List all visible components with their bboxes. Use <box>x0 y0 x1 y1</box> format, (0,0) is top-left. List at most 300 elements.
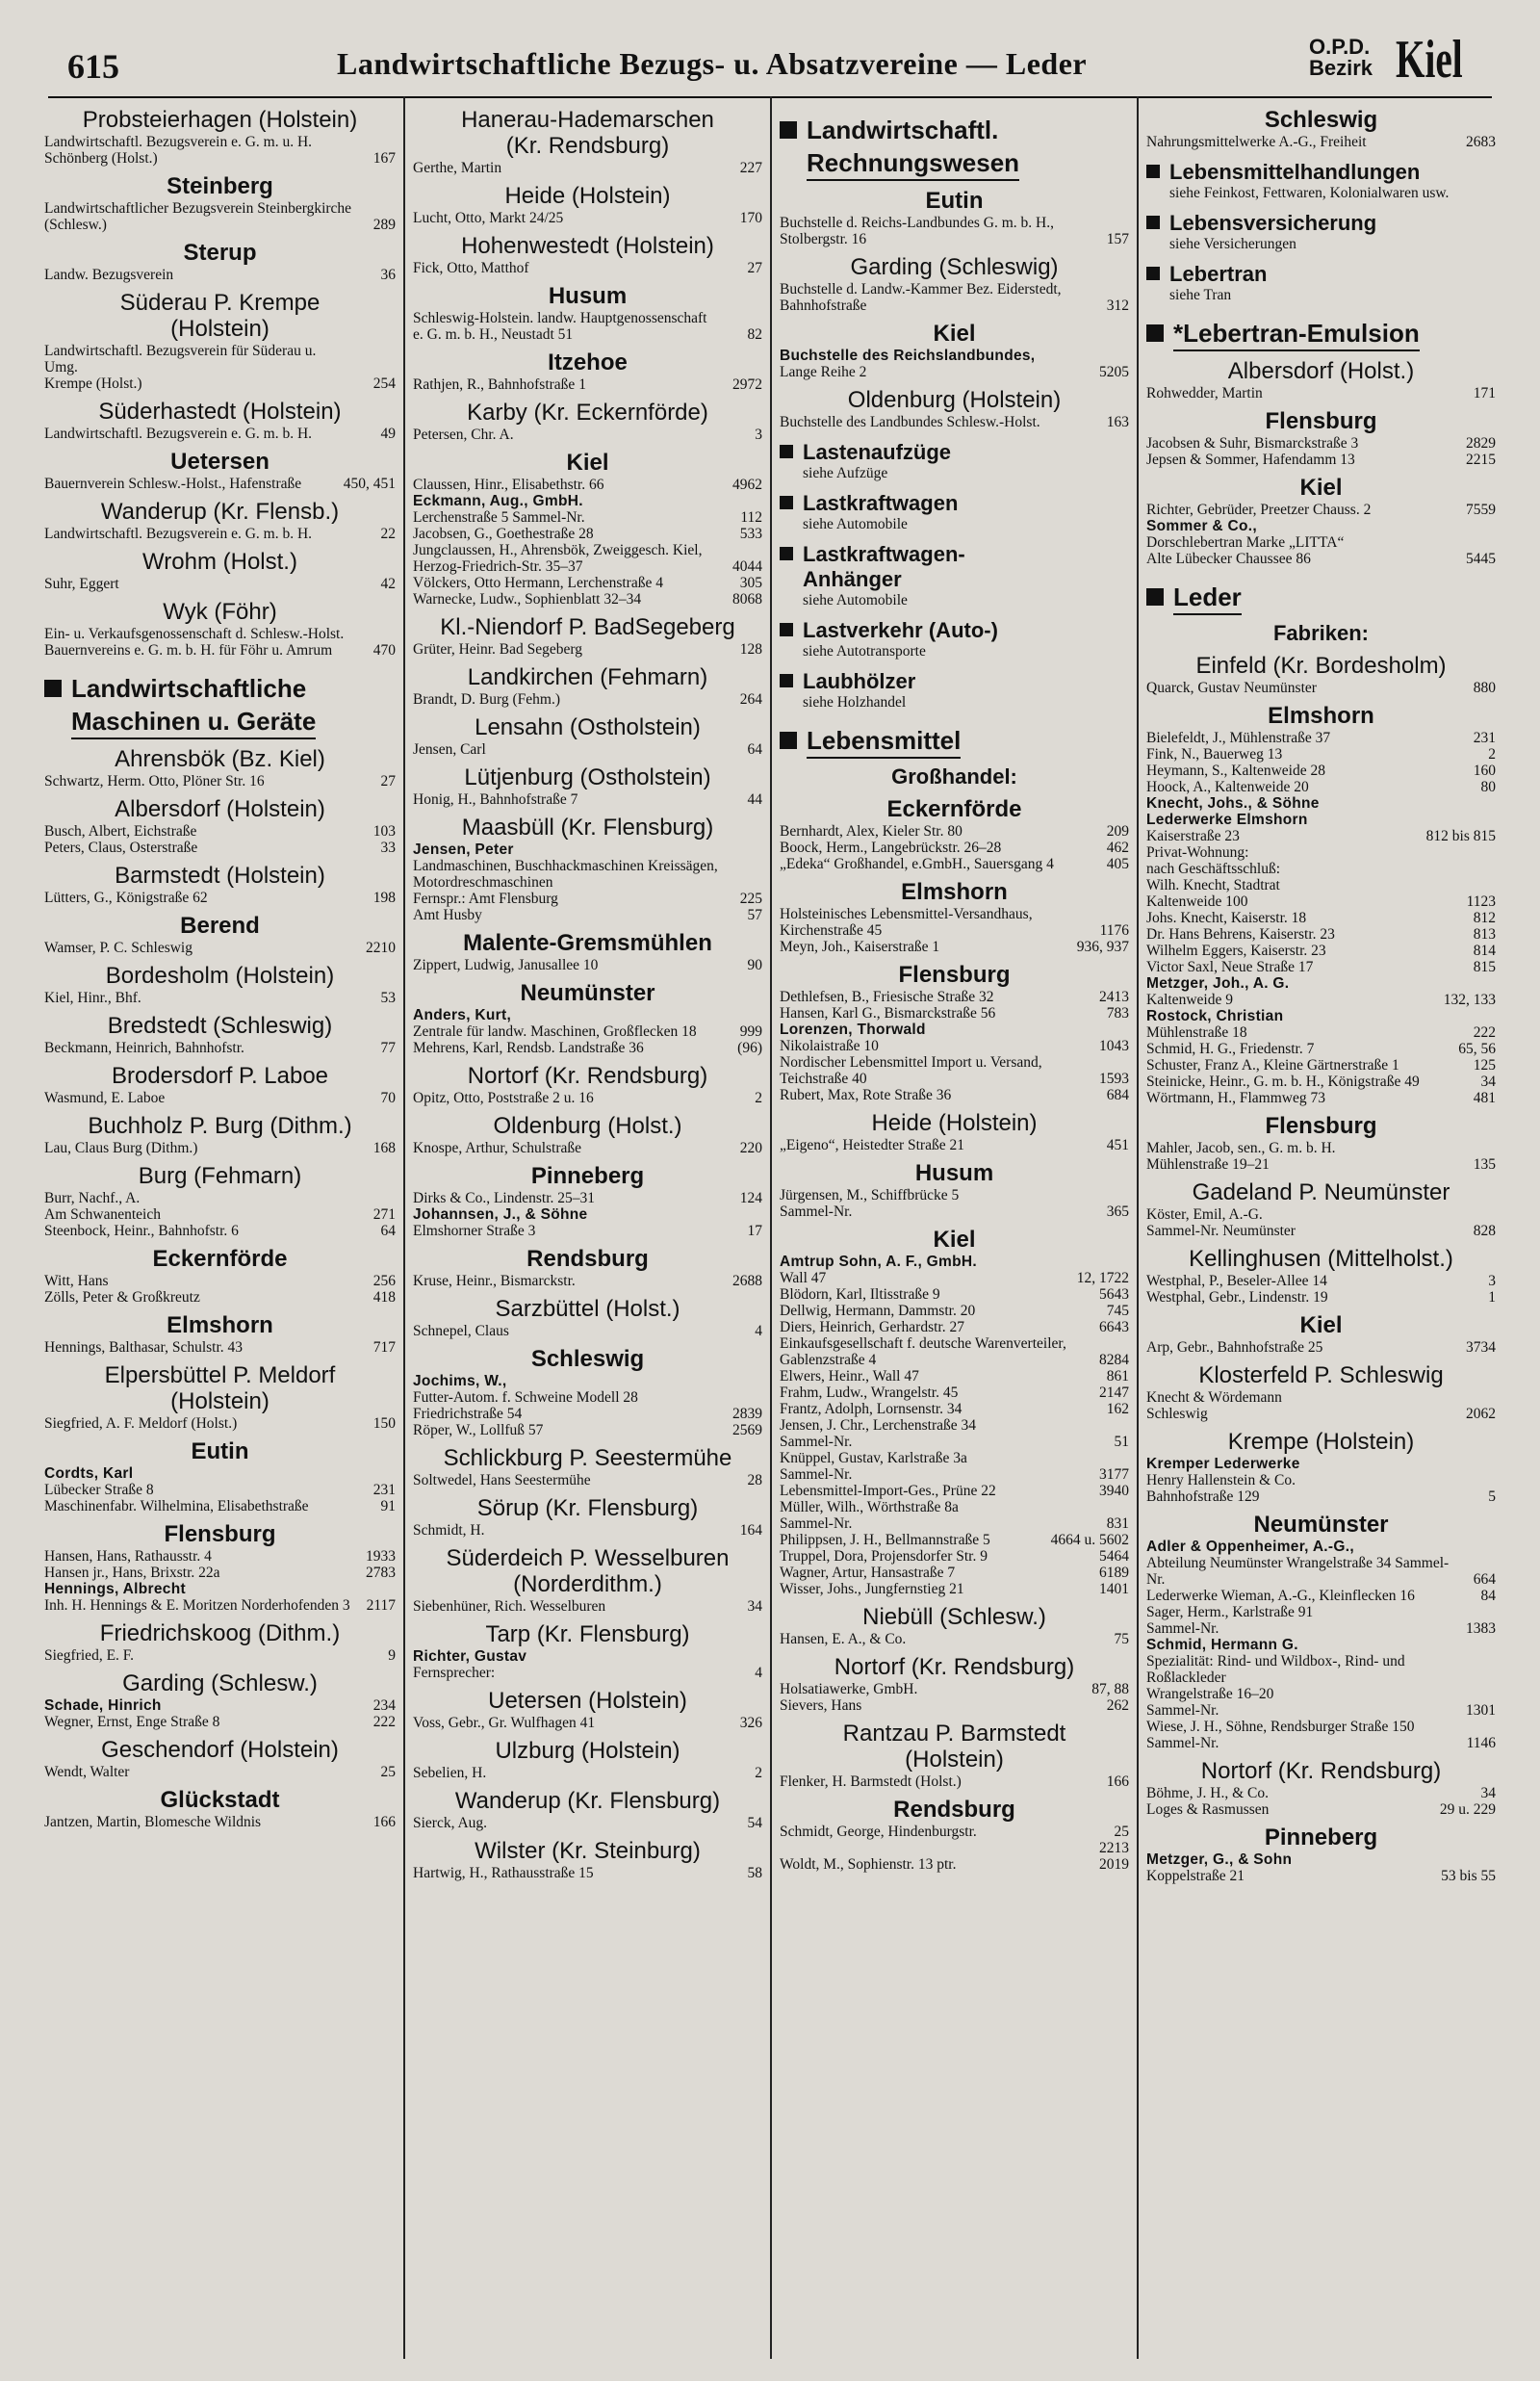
place-heading: Kl.-Niendorf P. BadSegeberg <box>440 614 735 640</box>
entry-phone: 326 <box>739 1715 762 1731</box>
directory-entry <box>44 1697 396 1714</box>
entry-name: Dr. Hans Behrens, Kaiserstr. 23 <box>1146 926 1335 943</box>
directory-entry <box>1146 1339 1496 1356</box>
directory-entry <box>1146 763 1496 779</box>
entry-phone: 8068 <box>732 591 762 608</box>
square-bullet-icon <box>780 121 797 139</box>
entry-name: Lütters, G., Königstraße 62 <box>44 890 208 906</box>
section-heading <box>1146 211 1496 236</box>
entry-phone: 163 <box>1106 414 1129 430</box>
entry-phone: 17 <box>747 1223 762 1239</box>
place-heading: Ulzburg (Holstein) <box>495 1738 680 1764</box>
entry-name: Abteilung Neumünster Wrangelstraße 34 Sammel-Nr. <box>1146 1555 1450 1588</box>
entry-name: Landwirtschaftl. Bezugsverein für Süderau u. Umg. Krempe (Holst.) <box>44 343 317 392</box>
entry-phone: 462 <box>1106 840 1129 856</box>
entry-phone: 405 <box>1106 856 1129 872</box>
directory-entry <box>1146 730 1496 746</box>
entry-phone: 2783 <box>366 1565 396 1581</box>
entry-name: Jungclaussen, H., Ahrensbök, Zweiggesch. Kiel, Herzog-Friedrich-Str. 35–37 <box>413 542 703 575</box>
place-heading: Gadeland P. Neumünster <box>1192 1179 1450 1205</box>
entry-name: Schwartz, Herm. Otto, Plöner Str. 16 <box>44 773 265 789</box>
place-heading: Süderau P. Krempe (Holstein) <box>119 290 321 342</box>
entry-name: Schmid, Hermann G. <box>1146 1637 1298 1653</box>
entry-phone: 2019 <box>1099 1856 1129 1873</box>
section-title: Lebensversicherung <box>1169 211 1377 235</box>
directory-entry <box>780 348 1129 364</box>
directory-entry <box>780 823 1129 840</box>
entry-name: Kruse, Heinr., Bismarckstr. <box>413 1273 576 1289</box>
cross-reference: siehe Versicherungen <box>1169 236 1296 252</box>
directory-entry <box>780 1254 1129 1270</box>
entry-phone: 44 <box>747 791 762 808</box>
entry-name: Wendt, Walter <box>44 1764 130 1780</box>
place-heading: Probsteierhagen (Holstein) <box>82 107 358 133</box>
directory-entry <box>44 940 396 956</box>
entry-phone: 1401 <box>1099 1581 1129 1597</box>
entry-name: Lerchenstraße 5 Sammel-Nr. <box>413 509 585 526</box>
entry-phone: 57 <box>747 907 762 923</box>
directory-entry <box>780 364 1129 380</box>
directory-entry <box>44 200 396 233</box>
directory-entry <box>413 1715 762 1731</box>
entry-name: Knecht, Johs., & Söhne Lederwerke Elmshorn <box>1146 795 1320 828</box>
entry-phone: 828 <box>1473 1223 1496 1239</box>
place-heading: Wanderup (Kr. Flensb.) <box>100 499 340 525</box>
entry-name: Westphal, P., Beseler-Allee 14 <box>1146 1273 1327 1289</box>
place-heading: Heide (Holstein) <box>871 1110 1038 1136</box>
directory-entry <box>413 1665 762 1681</box>
district-city: Kiel <box>1396 30 1463 90</box>
square-bullet-icon <box>780 547 793 560</box>
directory-entry <box>1146 975 1496 992</box>
opd-label <box>1309 37 1373 79</box>
entry-name: Amt Husby <box>413 907 482 923</box>
entry-name: Buchstelle d. Landw.-Kammer Bez. Eiderstedt, Bahnhofstraße <box>780 281 1062 314</box>
entry-name: Kaltenweide 9 <box>1146 992 1233 1008</box>
entry-name: Grüter, Heinr. Bad Segeberg <box>413 641 583 658</box>
place-heading: Nortorf (Kr. Rendsburg) <box>1200 1758 1442 1784</box>
entry-name: Wörtmann, H., Flammweg 73 <box>1146 1090 1325 1106</box>
directory-entry <box>1146 1604 1496 1637</box>
entry-phone: 1043 <box>1099 1038 1129 1054</box>
entry-name: Wagner, Artur, Hansastraße 7 <box>780 1565 956 1581</box>
directory-entry <box>1146 828 1496 844</box>
entry-name: Fink, N., Bauerweg 13 <box>1146 746 1283 763</box>
entry-name: Jacobsen & Suhr, Bismarckstraße 3 <box>1146 435 1359 452</box>
place-heading: Friedrichskoog (Dithm.) <box>99 1620 341 1646</box>
place-heading: Karby (Kr. Eckernförde) <box>467 400 708 426</box>
entry-phone: 42 <box>380 576 396 592</box>
directory-entry <box>413 575 762 591</box>
entry-name: Sebelien, H. <box>413 1765 487 1781</box>
place-heading: Krempe (Holstein) <box>1227 1429 1415 1455</box>
directory-entry <box>413 210 762 226</box>
entry-phone: 53 <box>380 990 396 1006</box>
directory-entry <box>1146 1024 1496 1041</box>
entry-phone: 8284 <box>1099 1352 1129 1368</box>
place-heading: Pinneberg <box>530 1163 645 1189</box>
square-bullet-icon <box>1146 267 1160 280</box>
entry-name: Landmaschinen, Buschhackmaschinen Kreissägen, Motordreschmaschinen Fernspr.: Amt Flensburg <box>413 858 718 907</box>
entry-name: Warnecke, Ludw., Sophienblatt 32–34 <box>413 591 642 608</box>
entry-phone: 75 <box>1114 1631 1129 1647</box>
place-heading: Kiel <box>933 321 976 347</box>
entry-name: Elmshorner Straße 3 <box>413 1223 536 1239</box>
directory-entry <box>44 890 396 906</box>
entry-phone: 28 <box>747 1472 762 1488</box>
entry-phone: 815 <box>1473 959 1496 975</box>
entry-phone: 168 <box>372 1140 396 1156</box>
place-heading: Oldenburg (Holst.) <box>493 1113 682 1139</box>
subheading: Fabriken: <box>1272 621 1370 645</box>
entry-name: Sierck, Aug. <box>413 1815 488 1831</box>
entry-name: Hennings, Balthasar, Schulstr. 43 <box>44 1339 244 1356</box>
section-heading <box>780 114 1129 181</box>
directory-entry <box>44 1090 396 1106</box>
directory-entry <box>780 414 1129 430</box>
page-title: Landwirtschaftliche Bezugs- u. Absatzvereine — Leder <box>337 46 1088 81</box>
square-bullet-icon <box>780 623 793 636</box>
entry-phone: 264 <box>739 691 762 708</box>
directory-entry <box>780 1581 1129 1597</box>
directory-entry <box>1146 795 1496 828</box>
directory-entry <box>780 1565 1129 1581</box>
cross-reference: siehe Holzhandel <box>803 694 907 711</box>
place-heading: Hanerau-Hademarschen (Kr. Rendsburg) <box>461 107 714 159</box>
directory-entry <box>1146 1041 1496 1057</box>
entry-name: Truppel, Dora, Projensdorfer Str. 9 <box>780 1548 988 1565</box>
directory-entry <box>780 1038 1129 1054</box>
entry-phone: 33 <box>380 840 396 856</box>
place-heading: Lütjenburg (Ostholstein) <box>464 764 711 790</box>
cross-reference: siehe Autotransporte <box>803 643 926 660</box>
place-heading: Heide (Holstein) <box>504 183 671 209</box>
cross-reference: siehe Tran <box>1169 287 1232 303</box>
entry-phone: 209 <box>1106 823 1129 840</box>
entry-name: Buchstelle des Landbundes Schlesw.-Holst. <box>780 414 1040 430</box>
entry-name: Busch, Albert, Eichstraße <box>44 823 197 840</box>
directory-entry <box>413 1273 762 1289</box>
entry-name: Blödorn, Karl, Iltisstraße 9 <box>780 1286 940 1303</box>
section-title: *Lebertran-Emulsion <box>1173 317 1420 351</box>
directory-entry <box>413 1190 762 1206</box>
square-bullet-icon <box>780 496 793 509</box>
entry-phone: 745 <box>1106 1303 1129 1319</box>
directory-entry <box>413 1040 762 1056</box>
directory-entry <box>1146 1588 1496 1604</box>
place-heading: Rantzau P. Barmstedt (Holstein) <box>842 1721 1066 1773</box>
directory-entry <box>413 526 762 542</box>
entry-phone: 2839 <box>732 1406 762 1422</box>
entry-phone: 3940 <box>1099 1483 1129 1499</box>
entry-phone: 2117 <box>366 1597 396 1614</box>
entry-name: Wasmund, E. Laboe <box>44 1090 166 1106</box>
entry-name: Ein- u. Verkaufsgenossenschaft d. Schlesw.-Holst. Bauernvereins e. G. m. b. H. für Föhr u. Amrum <box>44 626 345 659</box>
entry-phone: 29 u. 229 <box>1439 1801 1496 1818</box>
place-heading: Elmshorn <box>901 879 1008 905</box>
directory-entry <box>780 1005 1129 1022</box>
entry-name: Anders, Kurt, <box>413 1007 512 1023</box>
entry-name: Meyn, Joh., Kaiserstraße 1 <box>780 939 940 955</box>
entry-name: Buchstelle des Reichslandbundes, <box>780 348 1036 364</box>
entry-phone: 51 <box>1114 1434 1129 1450</box>
entry-name: Lübecker Straße 8 <box>44 1482 154 1498</box>
place-heading: Maasbüll (Kr. Flensburg) <box>461 815 714 841</box>
directory-entry <box>1146 1868 1496 1884</box>
section-heading <box>780 724 1129 759</box>
directory-entry <box>1146 1090 1496 1106</box>
entry-phone: 812 bis 815 <box>1425 828 1496 844</box>
directory-entry <box>780 1450 1129 1483</box>
directory-entry <box>780 1087 1129 1103</box>
directory-entry <box>1146 844 1496 877</box>
directory-entry <box>413 691 762 708</box>
directory-entry <box>44 1714 396 1730</box>
place-heading: Wilster (Kr. Steinburg) <box>475 1838 701 1864</box>
entry-name: Rubert, Max, Rote Straße 36 <box>780 1087 952 1103</box>
directory-entry <box>413 858 762 907</box>
directory-entry <box>44 1289 396 1306</box>
entry-name: Siegfried, E. F. <box>44 1647 135 1664</box>
entry-name: Victor Saxl, Neue Straße 17 <box>1146 959 1314 975</box>
entry-phone: 231 <box>372 1482 396 1498</box>
place-heading: Flensburg <box>898 962 1011 988</box>
entry-name: Lorenzen, Thorwald <box>780 1022 926 1038</box>
section-title: Lebertran <box>1169 262 1268 286</box>
entry-name: Fick, Otto, Matthof <box>413 260 529 276</box>
entry-name: Knüppel, Gustav, Karlstraße 3a Sammel-Nr. <box>780 1450 967 1483</box>
entry-phone: 5643 <box>1099 1286 1129 1303</box>
entry-phone: 814 <box>1473 943 1496 959</box>
entry-phone: 305 <box>739 575 762 591</box>
entry-name: Holsatiawerke, GmbH. <box>780 1681 918 1697</box>
place-heading: Buchholz P. Burg (Dithm.) <box>88 1113 352 1139</box>
entry-phone: 880 <box>1473 680 1496 696</box>
directory-entry <box>1146 1206 1496 1239</box>
entry-phone: 813 <box>1473 926 1496 943</box>
entry-phone: 262 <box>1106 1697 1129 1714</box>
entry-phone: 34 <box>1480 1785 1496 1801</box>
entry-name: Inh. H. Hennings & E. Moritzen Norderhofenden 3 <box>44 1597 350 1614</box>
directory-entry <box>413 477 762 493</box>
entry-name: Jepsen & Sommer, Hafendamm 13 <box>1146 452 1355 468</box>
directory-entry <box>413 1323 762 1339</box>
entry-name: Kiel, Hinr., Bhf. <box>44 990 141 1006</box>
directory-entry <box>780 281 1129 314</box>
place-heading: Eutin <box>191 1438 249 1464</box>
directory-entry <box>1146 926 1496 943</box>
entry-phone: 27 <box>747 260 762 276</box>
directory-entry <box>780 215 1129 247</box>
entry-name: Hennings, Albrecht <box>44 1581 186 1597</box>
place-heading: Husum <box>914 1160 994 1186</box>
entry-name: Steinicke, Heinr., G. m. b. H., Königstraße 49 <box>1146 1074 1420 1090</box>
place-heading: Kellinghusen (Mittelholst.) <box>1189 1246 1453 1272</box>
square-bullet-icon <box>1146 165 1160 178</box>
opd-text: O.P.D. <box>1309 35 1371 59</box>
directory-entry <box>780 840 1129 856</box>
directory-entry <box>413 1522 762 1539</box>
entry-name: Köster, Emil, A.-G. Sammel-Nr. Neumünster <box>1146 1206 1296 1239</box>
cross-reference: siehe Automobile <box>803 516 908 532</box>
entry-name: Spezialität: Rind- und Wildbox-, Rind- und Roßlackleder Wrangelstraße 16–20 Sammel-Nr. <box>1146 1653 1405 1719</box>
entry-name: Lau, Claus Burg (Dithm.) <box>44 1140 198 1156</box>
entry-name: Fernsprecher: <box>413 1665 496 1681</box>
entry-name: Schade, Hinrich <box>44 1697 162 1714</box>
entry-phone: 481 <box>1473 1090 1496 1106</box>
square-bullet-icon <box>1146 216 1160 229</box>
directory-entry <box>780 1697 1129 1714</box>
entry-phone: 3 <box>755 427 762 443</box>
entry-name: Privat-Wohnung: nach Geschäftsschluß: <box>1146 844 1281 877</box>
place-heading: Süderhastedt (Holstein) <box>98 399 342 425</box>
directory-entry <box>413 1223 762 1239</box>
directory-entry <box>413 1090 762 1106</box>
entry-name: Beckmann, Heinrich, Bahnhofstr. <box>44 1040 244 1056</box>
entry-phone: 124 <box>739 1190 762 1206</box>
entry-phone: 533 <box>739 526 762 542</box>
entry-name: Woldt, M., Sophienstr. 13 ptr. <box>780 1856 957 1873</box>
entry-name: Mahler, Jacob, sen., G. m. b. H. Mühlenstraße 19–21 <box>1146 1140 1336 1173</box>
place-heading: Uetersen <box>170 449 270 475</box>
entry-phone: 2683 <box>1466 134 1496 150</box>
entry-phone: 135 <box>1473 1156 1496 1173</box>
entry-name: Nordischer Lebensmittel Import u. Versand, Teichstraße 40 <box>780 1054 1042 1087</box>
entry-phone: 4 <box>755 1665 762 1681</box>
entry-name: Einkaufsgesellschaft f. deutsche Warenverteiler, Gablenzstraße 4 <box>780 1335 1066 1368</box>
entry-name: Richter, Gebrüder, Preetzer Chauss. 2 <box>1146 502 1372 518</box>
entry-phone: 861 <box>1106 1368 1129 1385</box>
directory-entry <box>413 1422 762 1438</box>
entry-phone: 470 <box>372 642 396 659</box>
directory-entry <box>44 1565 396 1581</box>
directory-entry <box>1146 959 1496 975</box>
place-heading: Niebüll (Schlesw.) <box>862 1604 1046 1630</box>
entry-phone: 5464 <box>1099 1548 1129 1565</box>
directory-entry <box>780 856 1129 872</box>
entry-phone: 6643 <box>1099 1319 1129 1335</box>
place-heading: Bredstedt (Schleswig) <box>107 1013 333 1039</box>
entry-phone: 451 <box>1106 1137 1129 1153</box>
directory-entry <box>1146 1273 1496 1289</box>
directory-entry <box>44 1597 396 1614</box>
directory-entry <box>44 1482 396 1498</box>
entry-phone: 164 <box>739 1522 762 1539</box>
entry-phone: 3734 <box>1466 1339 1496 1356</box>
entry-phone: 3 <box>1488 1273 1496 1289</box>
place-heading: Glückstadt <box>160 1787 280 1813</box>
entry-name: Frahm, Ludw., Wrangelstr. 45 <box>780 1385 959 1401</box>
directory-entry <box>44 840 396 856</box>
place-heading: Barmstedt (Holstein) <box>115 863 325 889</box>
directory-entry <box>413 1373 762 1389</box>
entry-name: Loges & Rasmussen <box>1146 1801 1270 1818</box>
entry-name: Boock, Herm., Langebrückstr. 26–28 <box>780 840 1002 856</box>
entry-name: Jochims, W., <box>413 1373 507 1389</box>
directory-entry <box>1146 1539 1496 1555</box>
entry-phone: 34 <box>747 1598 762 1615</box>
entry-name: Jantzen, Martin, Blomesche Wildnis <box>44 1814 262 1830</box>
directory-entry <box>1146 1389 1496 1422</box>
entry-name: Quarck, Gustav Neumünster <box>1146 680 1317 696</box>
entry-name: Bauernverein Schlesw.-Holst., Hafenstraße <box>44 476 302 492</box>
entry-phone: 90 <box>747 957 762 973</box>
entry-phone: 1383 <box>1466 1620 1496 1637</box>
entry-name: Elwers, Heinr., Wall 47 <box>780 1368 919 1385</box>
section-title: Landwirtschaftl. Rechnungswesen <box>807 114 1019 181</box>
directory-entry <box>413 1815 762 1831</box>
directory-entry <box>44 1339 396 1356</box>
entry-name: Peters, Claus, Osterstraße <box>44 840 198 856</box>
directory-entry <box>413 310 762 343</box>
section-heading <box>780 491 1129 516</box>
directory-entry <box>44 773 396 789</box>
directory-entry <box>780 1532 1129 1548</box>
entry-name: Hoock, A., Kaltenweide 20 <box>1146 779 1309 795</box>
entry-phone: 34 <box>1480 1074 1496 1090</box>
square-bullet-icon <box>44 680 62 697</box>
entry-phone: 2 <box>755 1090 762 1106</box>
entry-name: Jensen, J. Chr., Lerchenstraße 34 Sammel-Nr. <box>780 1417 977 1450</box>
cross-reference: siehe Aufzüge <box>803 465 888 481</box>
entry-phone: 1123 <box>1466 893 1496 910</box>
directory-entry <box>780 1303 1129 1319</box>
directory-entry <box>1146 1472 1496 1505</box>
entry-phone: 936, 937 <box>1076 939 1129 955</box>
entry-name: Futter-Autom. f. Schweine Modell 28 Friedrichstraße 54 <box>413 1389 638 1422</box>
entry-name: Claussen, Hinr., Elisabethstr. 66 <box>413 477 604 493</box>
directory-entry <box>1146 1555 1496 1588</box>
entry-phone: 2213 <box>1099 1840 1129 1856</box>
place-heading: Elmshorn <box>167 1312 273 1338</box>
entry-name: Schnepel, Claus <box>413 1323 509 1339</box>
entry-phone: 2 <box>1488 746 1496 763</box>
entry-name: Cordts, Karl <box>44 1465 134 1482</box>
place-heading: Süderdeich P. Wesselburen (Norderdithm.) <box>446 1545 730 1597</box>
directory-entry <box>780 1187 1129 1220</box>
subheading: Großhandel: <box>891 764 1017 789</box>
place-heading: Wanderup (Kr. Flensburg) <box>454 1788 721 1814</box>
entry-phone: 166 <box>1106 1773 1129 1790</box>
place-heading: Elmshorn <box>1268 703 1374 729</box>
square-bullet-icon <box>1146 324 1164 342</box>
directory-entry <box>44 1140 396 1156</box>
directory-entry <box>413 509 762 526</box>
directory-entry <box>413 1023 762 1040</box>
place-heading: Schleswig <box>530 1346 645 1372</box>
entry-phone: 2688 <box>732 1273 762 1289</box>
entry-name: Hartwig, H., Rathausstraße 15 <box>413 1865 594 1881</box>
directory-entry <box>44 1498 396 1514</box>
column-1 <box>37 96 403 2359</box>
entry-phone: 717 <box>372 1339 396 1356</box>
entry-phone: (96) <box>737 1040 762 1056</box>
entry-phone: 58 <box>747 1865 762 1881</box>
entry-name: Lebensmittel-Import-Ges., Prüne 22 <box>780 1483 996 1499</box>
directory-entry <box>413 641 762 658</box>
entry-name: Völckers, Otto Hermann, Lerchenstraße 4 <box>413 575 663 591</box>
entry-name: Henry Hallenstein & Co. Bahnhofstraße 129 <box>1146 1472 1296 1505</box>
entry-name: Buchstelle d. Reichs-Landbundes G. m. b. H., Stolbergstr. 16 <box>780 215 1054 247</box>
directory-entry <box>413 160 762 176</box>
entry-name: Sager, Herm., Karlstraße 91 Sammel-Nr. <box>1146 1604 1314 1637</box>
entry-name: Honig, H., Bahnhofstraße 7 <box>413 791 578 808</box>
entry-name: Mehrens, Karl, Rendsb. Landstraße 36 <box>413 1040 644 1056</box>
place-heading: Berend <box>180 913 260 939</box>
entry-name: Schmidt, George, Hindenburgstr. <box>780 1824 977 1840</box>
place-heading: Elpersbüttel P. Meldorf (Holstein) <box>104 1362 336 1414</box>
entry-name: Philippsen, J. H., Bellmannstraße 5 <box>780 1532 990 1548</box>
